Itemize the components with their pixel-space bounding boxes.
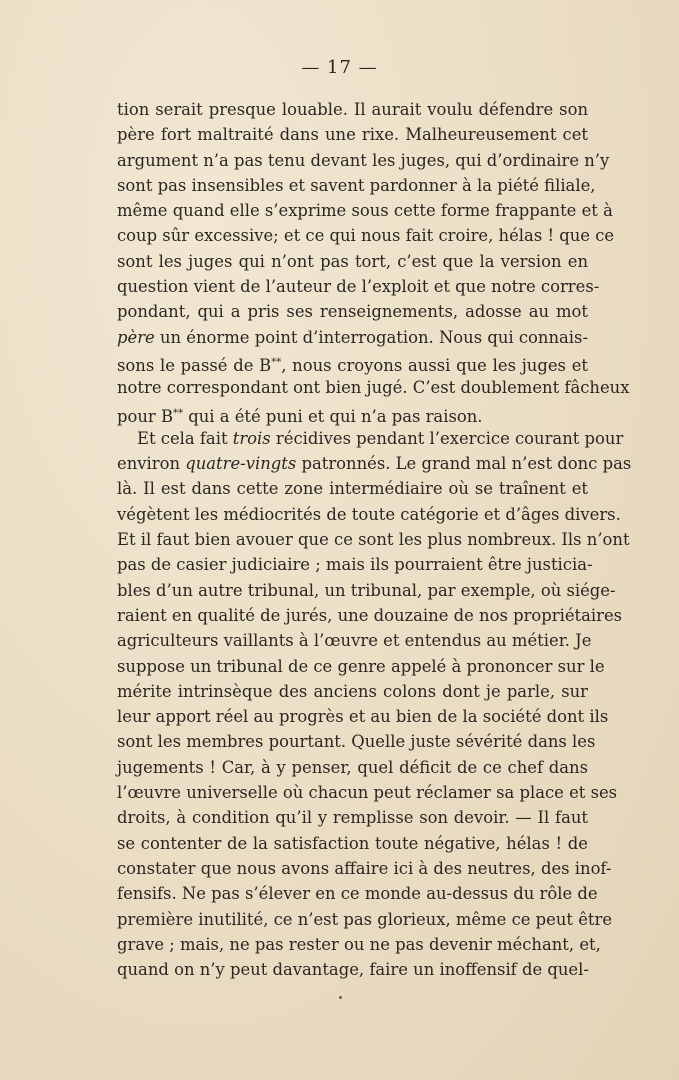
text-line: grave ; mais, ne pas rester ou ne pas devenir méchant, et, bbox=[117, 934, 601, 954]
text-line: jugements ! Car, à y penser, quel déficit de ce chef dans bbox=[117, 757, 588, 777]
text-line: mérite intrinsèque des anciens colons dont je parle, sur bbox=[117, 681, 588, 701]
page-number: — 17 — bbox=[301, 57, 378, 78]
text-line: pas de casier judiciaire ; mais ils pourraient être justicia- bbox=[117, 555, 593, 575]
paragraph-start-line: Et cela fait trois récidives pendant l’exercice courant pour bbox=[137, 428, 624, 448]
text-line: l’œuvre universelle où chacun peut réclamer sa place et ses bbox=[117, 783, 618, 803]
text-line: sont les juges qui n’ont pas tort, c’est que la version en bbox=[117, 251, 588, 271]
text-line: là. Il est dans cette zone intermédiaire où se traînent et bbox=[117, 479, 588, 499]
italic-word: quatre-vingts bbox=[185, 454, 297, 474]
text-line: père fort maltraité dans une rixe. Malheureusement cet bbox=[117, 125, 588, 145]
text-line: coup sûr excessive; et ce qui nous fait croire, hélas ! que ce bbox=[117, 226, 615, 246]
text-line: sons le passé de B**, nous croyons aussi que les juges et bbox=[117, 355, 588, 375]
superscript: ** bbox=[173, 407, 184, 419]
text-line: environ quatre-vingts patronnés. Le grand mal n’est donc pas bbox=[117, 454, 632, 474]
text-line: même quand elle s’exprime sous cette forme frappante et à bbox=[117, 201, 613, 221]
text-line: agriculteurs vaillants à l’œuvre et entendus au métier. Je bbox=[117, 631, 592, 651]
text-line: se contenter de la satisfaction toute négative, hélas ! de bbox=[117, 833, 588, 853]
text-line: père un énorme point d’interrogation. Nous qui connais- bbox=[117, 327, 588, 347]
text-line: quand on n’y peut davantage, faire un inoffensif de quel- bbox=[117, 960, 589, 980]
superscript: ** bbox=[271, 356, 282, 368]
text-line: droits, à condition qu’il y remplisse son devoir. — Il faut bbox=[117, 808, 588, 828]
text-line: question vient de l’auteur de l’exploit et que notre corres- bbox=[117, 277, 600, 297]
text-line: leur apport réel au progrès et au bien de la société dont ils bbox=[117, 707, 609, 727]
italic-word: trois bbox=[232, 428, 271, 448]
text-line: pour B** qui a été puni et qui n’a pas raison. bbox=[117, 406, 483, 426]
text-line: suppose un tribunal de ce genre appelé à prononcer sur le bbox=[117, 656, 605, 676]
italic-word: père bbox=[117, 327, 155, 347]
text-line: raient en qualité de jurés, une douzaine de nos propriétaires bbox=[117, 605, 623, 625]
text-line: bles d’un autre tribunal, un tribunal, par exemple, où siége- bbox=[117, 580, 616, 600]
text-line: constater que nous avons affaire ici à des neutres, des inof- bbox=[117, 858, 612, 878]
text-line: notre correspondant ont bien jugé. C’est doublement fâcheux bbox=[117, 378, 630, 398]
text-line: sont pas insensibles et savent pardonner à la piété filiale, bbox=[117, 175, 596, 195]
text-line: végètent les médiocrités de toute catégorie et d’âges divers. bbox=[117, 504, 621, 524]
text-line: fensifs. Ne pas s’élever en ce monde au-dessus du rôle de bbox=[117, 884, 598, 904]
text-line: pondant, qui a pris ses renseignements, adosse au mot bbox=[117, 302, 588, 322]
text-line: sont les membres pourtant. Quelle juste sévérité dans les bbox=[117, 732, 596, 752]
text-line: tion serait presque louable. Il aurait voulu défendre son bbox=[117, 100, 588, 119]
text-line: Et il faut bien avouer que ce sont les plus nombreux. Ils n’ont bbox=[117, 530, 630, 550]
printer-dot bbox=[339, 996, 342, 999]
body-text bbox=[117, 97, 632, 982]
text-line: argument n’a pas tenu devant les juges, qui d’ordinaire n’y bbox=[117, 150, 610, 170]
text-line: première inutilité, ce n’est pas glorieux, même ce peut être bbox=[117, 909, 613, 929]
